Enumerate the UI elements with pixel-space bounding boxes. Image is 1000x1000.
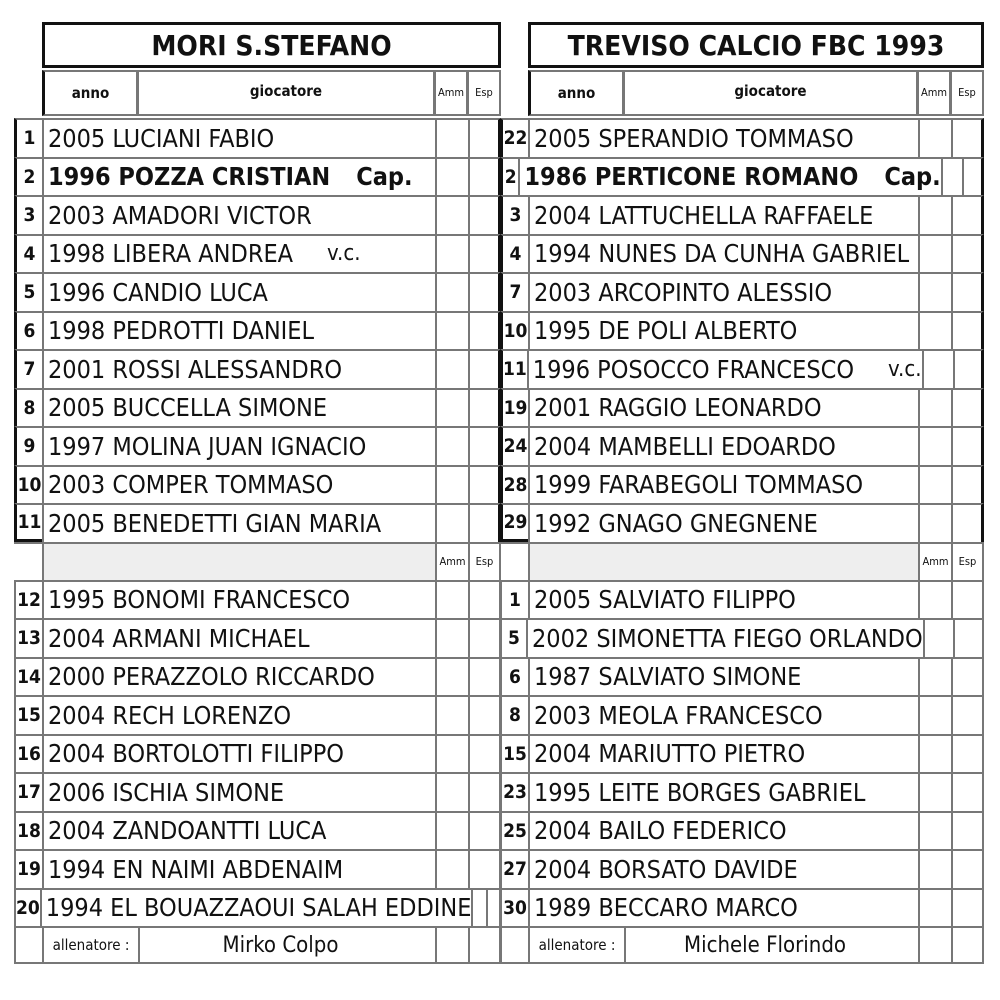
amm-box[interactable]	[435, 811, 468, 850]
shirt-number: 28	[500, 465, 528, 504]
player-name: 2003 AMADORI VICTOR	[48, 200, 312, 230]
esp-box[interactable]	[951, 118, 984, 157]
player-row	[500, 503, 984, 542]
player-name: 2001 ROSSI ALESSANDRO	[48, 354, 343, 384]
substitute-row	[14, 695, 501, 734]
player-name: 1996 POSOCCO FRANCESCO	[532, 354, 855, 384]
shirt-number: 7	[500, 272, 528, 311]
player-entry	[528, 118, 918, 157]
esp-box[interactable]	[468, 849, 501, 888]
shirt-number: 23	[500, 772, 528, 811]
esp-box[interactable]	[962, 157, 984, 196]
amm-box	[918, 928, 951, 962]
player-entry	[527, 349, 922, 388]
esp-box[interactable]	[468, 388, 501, 427]
amm-box[interactable]	[435, 234, 468, 273]
player-row	[500, 234, 984, 273]
player-name: 1995 LEITE BORGES GABRIEL	[534, 777, 866, 807]
shirt-number: 3	[14, 195, 42, 234]
player-name: 2004 BAILO FEDERICO	[534, 816, 787, 846]
amm-box[interactable]	[435, 849, 468, 888]
substitutes-header	[14, 542, 501, 580]
player-entry	[528, 465, 918, 504]
amm-box[interactable]	[435, 388, 468, 427]
shirt-number: 9	[14, 426, 42, 465]
shirt-number: 4	[14, 234, 42, 273]
blank-cell	[500, 542, 528, 580]
vice-captain-mark: v.c.	[888, 356, 922, 382]
amm-box	[435, 928, 468, 962]
player-entry	[528, 811, 918, 850]
player-entry	[40, 888, 472, 927]
player-entry	[42, 388, 435, 427]
player-entry	[42, 734, 435, 773]
amm-box[interactable]	[435, 272, 468, 311]
amm-box[interactable]	[918, 772, 951, 811]
header-esp: Esp	[951, 70, 984, 116]
coach-label: allenatore :	[528, 928, 624, 962]
shirt-number: 16	[14, 734, 42, 773]
amm-box[interactable]	[435, 118, 468, 157]
esp-box[interactable]	[951, 734, 984, 773]
esp-box[interactable]	[951, 272, 984, 311]
player-entry	[526, 618, 923, 657]
substitute-row	[14, 849, 501, 888]
player-name: 1995 BONOMI FRANCESCO	[48, 585, 351, 615]
substitute-row	[500, 580, 984, 619]
esp-box[interactable]	[468, 580, 501, 619]
captain-mark: Cap.	[884, 162, 941, 192]
player-name: 2001 RAGGIO LEONARDO	[534, 393, 822, 423]
header-giocatore: giocatore	[138, 70, 435, 116]
player-name: 2004 MARIUTTO PIETRO	[534, 739, 806, 769]
substitutes-band	[42, 542, 435, 580]
substitute-row	[14, 772, 501, 811]
substitutes-header	[500, 542, 984, 580]
amm-box[interactable]	[435, 772, 468, 811]
esp-box[interactable]	[951, 772, 984, 811]
player-name: 1989 BECCARO MARCO	[534, 893, 798, 923]
esp-box[interactable]	[951, 388, 984, 427]
player-entry	[528, 580, 918, 619]
esp-box	[468, 928, 501, 962]
esp-box[interactable]	[468, 157, 501, 196]
header-amm: Amm	[918, 542, 951, 580]
shirt-number: 27	[500, 849, 528, 888]
substitute-row	[14, 618, 501, 657]
amm-box[interactable]	[918, 849, 951, 888]
player-entry	[528, 388, 918, 427]
esp-box[interactable]	[951, 234, 984, 273]
player-row	[14, 234, 501, 273]
player-row	[14, 388, 501, 427]
shirt-number: 24	[500, 426, 528, 465]
coach-row	[14, 926, 501, 964]
coach-name: Mirko Colpo	[138, 928, 435, 962]
player-row	[500, 311, 984, 350]
coach-name: Michele Florindo	[624, 928, 918, 962]
player-entry	[528, 734, 918, 773]
player-name: 1986 PERTICONE ROMANO	[524, 162, 859, 192]
player-row	[500, 195, 984, 234]
player-name: 2004 BORTOLOTTI FILIPPO	[48, 739, 344, 769]
player-name: 2004 RECH LORENZO	[48, 700, 292, 730]
player-entry	[528, 272, 918, 311]
amm-box[interactable]	[918, 503, 951, 542]
esp-box[interactable]	[951, 311, 984, 350]
player-name: 2004 LATTUCHELLA RAFFAELE	[534, 200, 874, 230]
shirt-number: 18	[14, 811, 42, 850]
player-name: 1996 CANDIO LUCA	[48, 277, 268, 307]
amm-box[interactable]	[435, 465, 468, 504]
header-esp: Esp	[468, 542, 501, 580]
esp-box[interactable]	[468, 349, 501, 388]
esp-box[interactable]	[468, 657, 501, 696]
amm-box[interactable]	[918, 580, 951, 619]
player-entry	[42, 580, 435, 619]
esp-box[interactable]	[951, 888, 984, 927]
player-row	[500, 426, 984, 465]
amm-box[interactable]	[918, 657, 951, 696]
amm-box[interactable]	[941, 157, 962, 196]
player-row	[500, 118, 984, 157]
shirt-number: 2	[14, 157, 42, 196]
shirt-number: 5	[500, 618, 526, 657]
vice-captain-mark: v.c.	[327, 241, 361, 267]
amm-box[interactable]	[918, 695, 951, 734]
header-esp: Esp	[951, 542, 984, 580]
esp-box[interactable]	[951, 657, 984, 696]
shirt-number: 11	[500, 349, 527, 388]
player-entry	[42, 695, 435, 734]
esp-box[interactable]	[951, 465, 984, 504]
player-row	[14, 195, 501, 234]
player-name: 2004 ZANDOANTTI LUCA	[48, 816, 327, 846]
player-name: 2005 SPERANDIO TOMMASO	[534, 123, 854, 153]
shirt-number: 3	[500, 195, 528, 234]
player-name: 1998 LIBERA ANDREA	[48, 239, 294, 269]
amm-box[interactable]	[918, 388, 951, 427]
esp-box[interactable]	[468, 772, 501, 811]
player-name: 2006 ISCHIA SIMONE	[48, 777, 285, 807]
player-name: 1994 EN NAIMI ABDENAIM	[48, 854, 344, 884]
player-entry	[42, 426, 435, 465]
shirt-number: 19	[500, 388, 528, 427]
player-entry	[42, 772, 435, 811]
esp-box[interactable]	[486, 888, 501, 927]
player-name: 1998 PEDROTTI DANIEL	[48, 316, 315, 346]
player-entry	[528, 657, 918, 696]
player-entry	[42, 849, 435, 888]
amm-box[interactable]	[918, 888, 951, 927]
shirt-number: 22	[500, 118, 528, 157]
player-name: 1994 NUNES DA CUNHA GABRIEL	[534, 239, 910, 269]
player-row	[14, 272, 501, 311]
column-headers	[42, 70, 501, 116]
amm-box[interactable]	[435, 195, 468, 234]
esp-box[interactable]	[468, 618, 501, 657]
substitute-row	[14, 580, 501, 619]
shirt-number: 8	[500, 695, 528, 734]
amm-box[interactable]	[918, 195, 951, 234]
player-entry	[42, 195, 435, 234]
amm-box[interactable]	[435, 311, 468, 350]
esp-box[interactable]	[468, 195, 501, 234]
player-entry	[42, 234, 435, 273]
amm-box[interactable]	[435, 695, 468, 734]
player-entry	[528, 311, 918, 350]
substitute-row	[14, 888, 501, 927]
substitute-row	[500, 734, 984, 773]
blank-cell	[14, 542, 42, 580]
player-row	[500, 349, 984, 388]
shirt-number: 7	[14, 349, 42, 388]
esp-box[interactable]	[468, 118, 501, 157]
player-row	[14, 349, 501, 388]
esp-box[interactable]	[951, 811, 984, 850]
player-name: 2002 SIMONETTA FIEGO ORLANDO	[531, 623, 923, 653]
player-name: 1999 FARABEGOLI TOMMASO	[534, 470, 864, 500]
coach-label: allenatore :	[42, 928, 138, 962]
amm-box[interactable]	[918, 465, 951, 504]
shirt-number: 11	[14, 503, 42, 542]
amm-box[interactable]	[918, 272, 951, 311]
amm-box[interactable]	[435, 734, 468, 773]
amm-box[interactable]	[435, 580, 468, 619]
starters-list	[14, 118, 501, 964]
player-entry	[42, 465, 435, 504]
player-name: 2005 BUCCELLA SIMONE	[48, 393, 328, 423]
player-row	[500, 272, 984, 311]
player-name: 1987 SALVIATO SIMONE	[534, 662, 802, 692]
player-entry	[528, 195, 918, 234]
substitute-row	[500, 772, 984, 811]
team-name: MORI S.STEFANO	[42, 22, 501, 68]
shirt-number: 25	[500, 811, 528, 850]
player-name: 1996 POZZA CRISTIAN	[48, 162, 331, 192]
amm-box[interactable]	[435, 157, 468, 196]
player-entry	[42, 349, 435, 388]
player-row	[14, 157, 501, 196]
player-name: 2004 MAMBELLI EDOARDO	[534, 431, 836, 461]
substitute-row	[14, 734, 501, 773]
shirt-number: 20	[14, 888, 40, 927]
substitute-row	[14, 811, 501, 850]
shirt-number: 6	[500, 657, 528, 696]
player-entry	[528, 695, 918, 734]
player-row	[14, 503, 501, 542]
captain-mark: Cap.	[356, 162, 413, 192]
player-row	[14, 426, 501, 465]
player-name: 1997 MOLINA JUAN IGNACIO	[48, 431, 367, 461]
esp-box[interactable]	[468, 695, 501, 734]
esp-box[interactable]	[951, 580, 984, 619]
player-name: 2000 PERAZZOLO RICCARDO	[48, 662, 375, 692]
header-esp: Esp	[468, 70, 501, 116]
header-anno: anno	[528, 70, 624, 116]
amm-box[interactable]	[435, 426, 468, 465]
player-entry	[528, 503, 918, 542]
player-entry	[42, 503, 435, 542]
esp-box[interactable]	[953, 349, 984, 388]
player-name: 2005 LUCIANI FABIO	[48, 123, 275, 153]
shirt-number: 14	[14, 657, 42, 696]
header-amm: Amm	[435, 70, 468, 116]
player-entry	[42, 272, 435, 311]
amm-box[interactable]	[918, 234, 951, 273]
amm-box[interactable]	[435, 349, 468, 388]
shirt-number: 8	[14, 388, 42, 427]
amm-box[interactable]	[923, 618, 954, 657]
amm-box[interactable]	[435, 657, 468, 696]
player-row	[500, 157, 984, 196]
header-anno: anno	[42, 70, 138, 116]
esp-box[interactable]	[468, 734, 501, 773]
team-name: TREVISO CALCIO FBC 1993	[528, 22, 984, 68]
shirt-number: 15	[14, 695, 42, 734]
player-name: 1994 EL BOUAZZAOUI SALAH EDDINE	[45, 893, 472, 923]
esp-box[interactable]	[468, 426, 501, 465]
esp-box[interactable]	[468, 311, 501, 350]
header-amm: Amm	[435, 542, 468, 580]
player-entry	[42, 657, 435, 696]
amm-box[interactable]	[435, 618, 468, 657]
shirt-number: 29	[500, 503, 528, 542]
esp-box[interactable]	[951, 195, 984, 234]
header-amm: Amm	[918, 70, 951, 116]
shirt-number: 19	[14, 849, 42, 888]
esp-box[interactable]	[468, 503, 501, 542]
player-row	[500, 465, 984, 504]
shirt-number: 15	[500, 734, 528, 773]
shirt-number: 4	[500, 234, 528, 273]
shirt-number: 1	[14, 118, 42, 157]
blank-cell	[500, 928, 528, 962]
amm-box[interactable]	[922, 349, 953, 388]
esp-box[interactable]	[468, 465, 501, 504]
esp-box	[951, 928, 984, 962]
player-entry	[42, 811, 435, 850]
player-entry	[528, 426, 918, 465]
amm-box[interactable]	[471, 888, 485, 927]
player-name: 1992 GNAGO GNEGNENE	[534, 508, 818, 538]
player-entry	[42, 118, 435, 157]
player-row	[14, 311, 501, 350]
shirt-number: 12	[14, 580, 42, 619]
column-headers	[528, 70, 984, 116]
starters-list	[500, 118, 984, 964]
shirt-number: 17	[14, 772, 42, 811]
substitute-row	[500, 849, 984, 888]
player-entry	[528, 849, 918, 888]
player-name: 1995 DE POLI ALBERTO	[534, 316, 798, 346]
esp-box[interactable]	[953, 618, 984, 657]
shirt-number: 6	[14, 311, 42, 350]
shirt-number: 1	[500, 580, 528, 619]
player-entry	[528, 234, 918, 273]
substitute-row	[500, 811, 984, 850]
amm-box[interactable]	[918, 311, 951, 350]
substitute-row	[500, 695, 984, 734]
amm-box[interactable]	[918, 811, 951, 850]
coach-row	[500, 926, 984, 964]
player-entry	[42, 618, 435, 657]
player-entry	[518, 157, 940, 196]
shirt-number: 10	[500, 311, 528, 350]
amm-box[interactable]	[918, 118, 951, 157]
player-name: 2003 COMPER TOMMASO	[48, 470, 334, 500]
substitute-row	[500, 618, 984, 657]
esp-box[interactable]	[468, 811, 501, 850]
shirt-number: 5	[14, 272, 42, 311]
shirt-number: 2	[500, 157, 518, 196]
player-name: 2005 SALVIATO FILIPPO	[534, 585, 796, 615]
amm-box[interactable]	[918, 734, 951, 773]
header-giocatore: giocatore	[624, 70, 918, 116]
amm-box[interactable]	[435, 503, 468, 542]
player-name: 2003 MEOLA FRANCESCO	[534, 700, 823, 730]
substitute-row	[500, 888, 984, 927]
amm-box[interactable]	[918, 426, 951, 465]
esp-box[interactable]	[951, 426, 984, 465]
substitute-row	[500, 657, 984, 696]
blank-cell	[14, 928, 42, 962]
substitute-row	[14, 657, 501, 696]
shirt-number: 10	[14, 465, 42, 504]
shirt-number: 30	[500, 888, 528, 927]
player-row	[14, 465, 501, 504]
substitutes-band	[528, 542, 918, 580]
player-entry	[528, 888, 918, 927]
player-entry	[528, 772, 918, 811]
esp-box[interactable]	[468, 272, 501, 311]
player-row	[500, 388, 984, 427]
player-entry	[42, 311, 435, 350]
player-name: 2003 ARCOPINTO ALESSIO	[534, 277, 833, 307]
esp-box[interactable]	[951, 849, 984, 888]
player-entry	[42, 157, 435, 196]
player-name: 2004 BORSATO DAVIDE	[534, 854, 798, 884]
player-name: 2004 ARMANI MICHAEL	[48, 623, 310, 653]
player-name: 2005 BENEDETTI GIAN MARIA	[48, 508, 382, 538]
esp-box[interactable]	[951, 695, 984, 734]
player-row	[14, 118, 501, 157]
shirt-number: 13	[14, 618, 42, 657]
esp-box[interactable]	[951, 503, 984, 542]
esp-box[interactable]	[468, 234, 501, 273]
